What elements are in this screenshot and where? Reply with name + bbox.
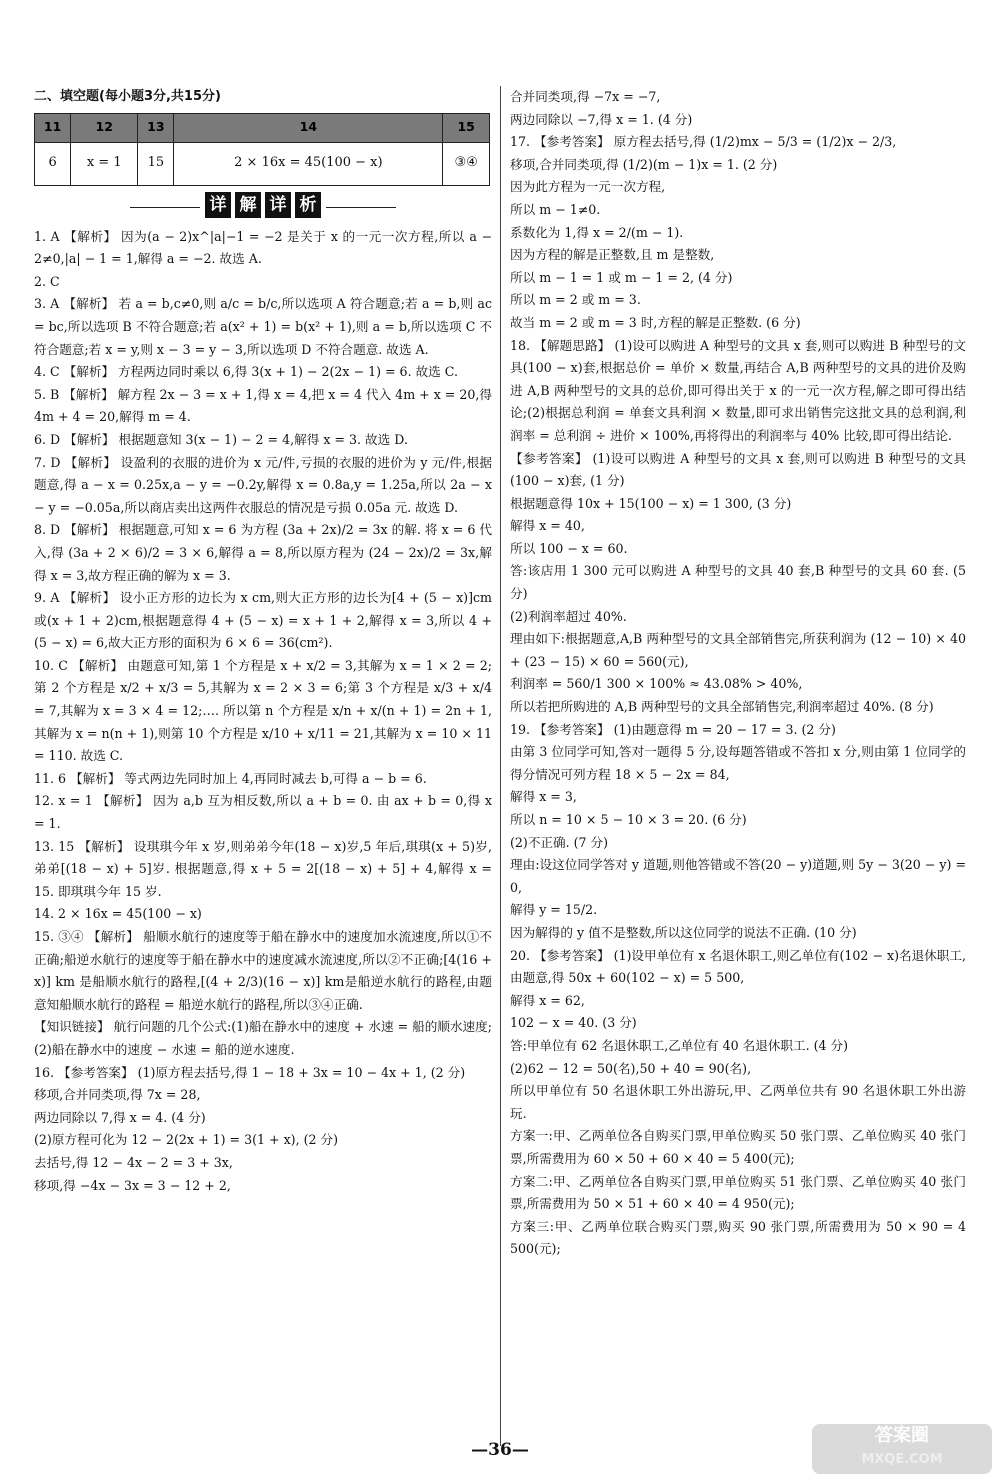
detailed-analysis-banner xyxy=(34,192,492,222)
right-column xyxy=(510,86,966,1261)
column-divider xyxy=(500,86,501,1446)
solution-line: 16. 【参考答案】 (1)原方程去括号,得 1 − 18 + 3x = 10 − 4x + 1, (2 分) xyxy=(34,1064,466,1080)
solution-line: 所以若把所购进的 A,B 两种型号的文具全部销售完,利润率超过 40%. (8 分) xyxy=(510,699,934,715)
section-title: 二、填空题(每小题3分,共15分) xyxy=(34,89,221,104)
watermark-url: MXQE.COM xyxy=(861,1452,943,1467)
answer-header-13: 13 xyxy=(138,113,174,142)
solution-line: 1. A 【解析】 因为(a − 2)x^|a|−1 = −2 是关于 x 的一元一次方程,所以 a − 2≠0,|a| − 1 = 1,解得 a = −2. 故选 A. xyxy=(34,228,492,267)
solution-line: 10. C 【解析】 由题意可知,第 1 个方程是 x + x/2 = 3,其解为 x = 1 × 2 = 2;第 2 个方程是 x/2 + x/3 = 5,其解为 x = 2 × 3 = 6;第 3 个方程是 x/3 + x/4 = 7,其解为 x = 3 × 4 = 12;…. 所以第 n 个方程是 x/n + x/(n + 1) = 2n + 1,其解为 x = n(n + 1),则第 10 个方程是 x/10 + x/11 = 21,其解为 x = 10 × 11 = 110. 故选 C. xyxy=(34,657,492,764)
answer-table-header-row xyxy=(35,113,490,142)
watermark-title: 答案圈 xyxy=(875,1425,929,1446)
answer-value-14: 2 × 16x = 45(100 − x) xyxy=(174,142,443,185)
solution-line: 合并同类项,得 −7x = −7, xyxy=(510,89,661,104)
solution-line: (2)利润率超过 40%. xyxy=(510,608,627,624)
solution-line: (2)原方程可化为 12 − 2(2x + 1) = 3(1 + x), (2 分) xyxy=(34,1132,339,1148)
banner-char: 解 xyxy=(235,192,261,218)
solution-line: 3. A 【解析】 若 a = b,c≠0,则 a/c = b/c,所以选项 A 符合题意;若 a = b,则 ac = bc,所以选项 B 不符合题意;若 a(x² + 1) = b(x² + 1),则 a = b,所以选项 C 不符合题意;若 x = y,则 x − 3 = y − 3,所以选项 D 不符合题意. 故选 A. xyxy=(34,296,492,357)
solution-line: 8. D 【解析】 根据题意,可知 x = 6 为方程 (3a + 2x)/2 = 3x 的解. 将 x = 6 代入,得 (3a + 2 × 6)/2 = 3 × 6,解得 a = 8,所以原方程为 (24 − 2x)/2 = 3x,解得 x = 3,故方程正确的解为 x = 3. xyxy=(34,522,492,583)
answer-table-value-row xyxy=(35,142,490,185)
banner-char: 析 xyxy=(295,192,321,218)
solution-line: 13. 15 【解析】 设琪琪今年 x 岁,则弟弟今年(18 − x)岁,5 年后,琪琪(x + 5)岁,弟弟[(18 − x) + 5]岁. 根据题意,得 x + 5 = 2[(18 − x) + 5] + 4,解得 x = 15. 即琪琪今年 15 岁. xyxy=(34,838,492,899)
banner-rule-left xyxy=(130,207,200,209)
answer-value-15: ③④ xyxy=(443,142,490,185)
solution-line: 102 − x = 40. (3 分) xyxy=(510,1015,637,1031)
watermark-logo xyxy=(812,1424,992,1474)
solution-line: 5. B 【解析】 解方程 2x − 3 = x + 1,得 x = 4,把 x = 4 代入 4m + x = 20,得4m + 4 = 20,解得 m = 4. xyxy=(34,386,492,425)
solution-line: 两边同除以 −7,得 x = 1. (4 分) xyxy=(510,111,693,127)
solution-line: 方案三:甲、乙两单位联合购买门票,购买 90 张门票,所需费用为 50 × 90 = 4 500(元); xyxy=(510,1218,966,1257)
solution-line: 利润率 = 560/1 300 × 100% ≈ 43.08% > 40%, xyxy=(510,676,803,692)
solution-line: 答:甲单位有 62 名退休职工,乙单位有 40 名退休职工. (4 分) xyxy=(510,1037,849,1053)
solution-line: 移项,合并同类项,得 7x = 28, xyxy=(34,1087,201,1103)
solution-line: 答:该店用 1 300 元可以购进 A 种型号的文具 40 套,B 种型号的文具 60 套. (5 分) xyxy=(510,563,966,602)
answer-table xyxy=(34,113,490,186)
solution-line: 20. 【参考答案】 (1)设甲单位有 x 名退休职工,则乙单位有(102 − x)名退休职工, xyxy=(510,947,966,963)
solution-line: 解得 x = 62, xyxy=(510,992,585,1008)
answer-header-12: 12 xyxy=(71,113,138,142)
solution-line: 由题意,得 50x + 60(102 − x) = 5 500, xyxy=(510,970,745,986)
answer-header-14: 14 xyxy=(174,113,443,142)
solution-line: 4. C 【解析】 方程两边同时乘以 6,得 3(x + 1) − 2(2x − 1) = 6. 故选 C. xyxy=(34,364,458,380)
solution-line: 15. ③④ 【解析】 船顺水航行的速度等于船在静水中的速度加水流速度,所以①不正确;船逆水航行的速度等于船在静水中的速度减水流速度,所以②不正确;[4(16 + x)] km 是船顺水航行的路程,[(4 + 2/3)(16 − x)] km是船逆水航行的路程,由题意知船顺水航行的路程 = 船逆水航行的路程,所以③④正确. xyxy=(34,929,492,1012)
solution-line: 2. C xyxy=(34,273,60,289)
left-solutions xyxy=(34,226,492,1198)
solution-line: 14. 2 × 16x = 45(100 − x) xyxy=(34,906,202,922)
solution-line: 12. x = 1 【解析】 因为 a,b 互为相反数,所以 a + b = 0. 由 ax + b = 0,得 x = 1. xyxy=(34,793,492,832)
solution-line: 18. 【解题思路】 (1)设可以购进 A 种型号的文具 x 套,则可以购进 B 种型号的文具(100 − x)套,根据总价 = 单价 × 数量,再结合 A,B 两种型号的文具的进价及购进 A,B 两种型号的文具的总价,即可得出关于 x 的一元一次方程,解之即可得出结论;(2)根据总利润 = 单套文具利润 × 数量,即可求出销售完这批文具的总利润,利润率 = 总利润 ÷ 进价 × 100%,再将得出的利润率与 40% 比较,即可得出结论. xyxy=(510,337,966,443)
solution-line: 因为此方程为一元一次方程, xyxy=(510,179,666,195)
solution-line: 9. A 【解析】 设小正方形的边长为 x cm,则大正方形的边长为[4 + (5 − x)]cm 或(x + 1 + 2)cm,根据题意得 4 + (5 − x) = x + 1 + 2,解得 x = 3,所以 4 + (5 − x) = 6,故大正方形的面积为 6 × 6 = 36(cm²). xyxy=(34,590,492,651)
answer-header-11: 11 xyxy=(35,113,71,142)
banner-char: 详 xyxy=(265,192,291,218)
solution-line: (2)62 − 12 = 50(名),50 + 40 = 90(名), xyxy=(510,1060,752,1076)
solution-line: 所以 100 − x = 60. xyxy=(510,540,628,556)
solution-line: 【参考答案】 (1)设可以购进 A 种型号的文具 x 套,则可以购进 B 种型号的文具(100 − x)套, (1 分) xyxy=(510,450,966,489)
solution-line: 6. D 【解析】 根据题意知 3(x − 1) − 2 = 4,解得 x = 3. 故选 D. xyxy=(34,431,408,447)
solution-line: 因为方程的解是正整数,且 m 是整数, xyxy=(510,247,715,263)
solution-line: 17. 【参考答案】 原方程去括号,得 (1/2)mx − 5/3 = (1/2)x − 2/3, xyxy=(510,134,897,150)
solution-line: 两边同除以 7,得 x = 4. (4 分) xyxy=(34,1109,206,1125)
solution-line: 所以 m = 2 或 m = 3. xyxy=(510,292,641,308)
solution-line: 由第 3 位同学可知,答对一题得 5 分,设每题答错或不答扣 x 分,则由第 1 位同学的得分情况可列方程 18 × 5 − 2x = 84, xyxy=(510,744,966,782)
page-number: —36— xyxy=(471,1440,529,1460)
right-solutions xyxy=(510,86,966,1261)
solution-line: 11. 6 【解析】 等式两边先同时加上 4,再同时减去 b,可得 a − b = 6. xyxy=(34,770,427,786)
banner-rule-right xyxy=(326,207,396,209)
solution-line: 去括号,得 12 − 4x − 2 = 3 + 3x, xyxy=(34,1154,233,1170)
solution-line: 解得 x = 3, xyxy=(510,789,577,805)
solution-line: 解得 y = 15/2. xyxy=(510,902,598,918)
solution-line: 所以甲单位有 50 名退休职工外出游玩,甲、乙两单位共有 90 名退休职工外出游玩. xyxy=(510,1083,966,1121)
solution-line: 系数化为 1,得 x = 2/(m − 1). xyxy=(510,224,684,240)
solution-line: 方案二:甲、乙两单位各自购买门票,甲单位购买 51 张门票、乙单位购买 40 张门票,所需费用为 50 × 51 + 60 × 40 = 4 950(元); xyxy=(510,1173,966,1212)
solution-line: 移项,合并同类项,得 (1/2)(m − 1)x = 1. (2 分) xyxy=(510,156,778,172)
solution-line: 根据题意得 10x + 15(100 − x) = 1 300, (3 分) xyxy=(510,495,792,511)
solution-line: 因为解得的 y 值不是整数,所以这位同学的说法不正确. (10 分) xyxy=(510,924,857,940)
solution-line: 19. 【参考答案】 (1)由题意得 m = 20 − 17 = 3. (2 分) xyxy=(510,721,836,737)
solution-line: 方案一:甲、乙两单位各自购买门票,甲单位购买 50 张门票、乙单位购买 40 张门票,所需费用为 60 × 50 + 60 × 40 = 5 400(元); xyxy=(510,1128,966,1166)
solution-line: 所以 m − 1≠0. xyxy=(510,201,601,217)
answer-value-11: 6 xyxy=(35,142,71,185)
solution-line: 所以 m − 1 = 1 或 m − 1 = 2, (4 分) xyxy=(510,269,733,285)
banner-char: 详 xyxy=(205,192,231,218)
solution-line: (2)不正确. (7 分) xyxy=(510,834,609,850)
solution-line: 解得 x = 40, xyxy=(510,518,585,534)
solution-line: 7. D 【解析】 设盈利的衣服的进价为 x 元/件,亏损的衣服的进价为 y 元/件,根据题意,得 a − x = 0.25x,a − y = −0.2y,解得 x = 0.8a,y = 1.25a,所以 2a − x − y = −0.05a,所以商店卖出这两件衣服总的情况是亏损 0.05a 元. 故选 D. xyxy=(34,454,492,515)
solution-line: 所以 n = 10 × 5 − 10 × 3 = 20. (6 分) xyxy=(510,812,747,827)
solution-line: 理由如下:根据题意,A,B 两种型号的文具全部销售完,所获利润为 (12 − 10) × 40 + (23 − 15) × 60 = 560(元), xyxy=(510,631,966,669)
answer-value-13: 15 xyxy=(138,142,174,185)
solution-line: 理由:设这位同学答对 y 道题,则他答错或不答(20 − y)道题,则 5y − 3(20 − y) = 0, xyxy=(510,857,966,895)
answer-header-15: 15 xyxy=(443,113,490,142)
solution-line: 【知识链接】 航行问题的几个公式:(1)船在静水中的速度 + 水速 = 船的顺水速度;(2)船在静水中的速度 − 水速 = 船的逆水速度. xyxy=(34,1019,492,1057)
answer-value-12: x = 1 xyxy=(71,142,138,185)
solution-line: 移项,得 −4x − 3x = 3 − 12 + 2, xyxy=(34,1177,231,1193)
left-column xyxy=(34,86,492,1197)
solution-line: 故当 m = 2 或 m = 3 时,方程的解是正整数. (6 分) xyxy=(510,314,801,330)
